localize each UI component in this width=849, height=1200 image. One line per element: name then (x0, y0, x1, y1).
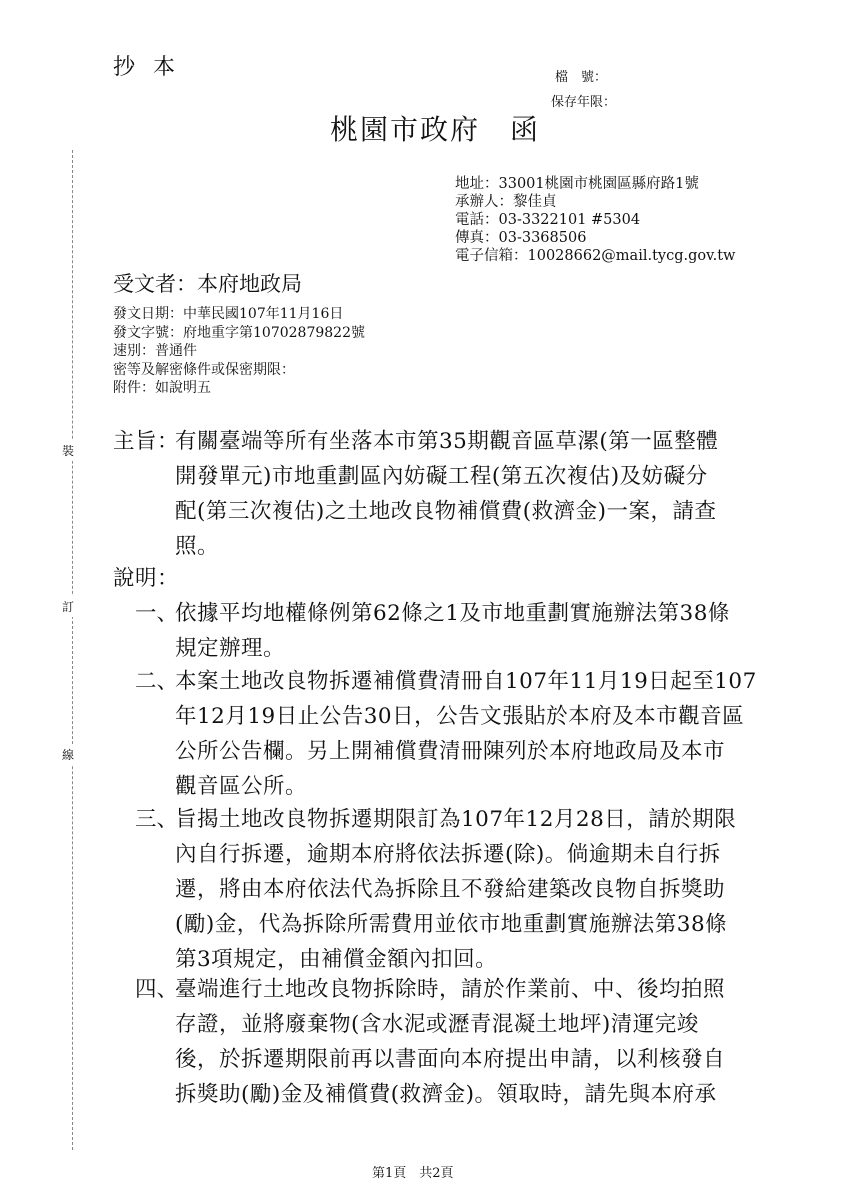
subject-text (175, 424, 773, 564)
item-marker-1: 一、 (135, 601, 179, 626)
binding-mark-top: 裝 (62, 440, 74, 461)
attachment-note: 附件：如說明五 (113, 380, 211, 396)
item-line: 本案土地改良物拆遷補償費清冊自107年11月19日起至107 (175, 669, 757, 694)
item-line: 內自行拆遷，逾期本府將依法拆遷(除)。倘逾期未自行拆 (175, 842, 721, 867)
item-marker-4: 四、 (135, 977, 179, 1002)
item-line: 第3項規定，由補償金額內扣回。 (175, 947, 498, 972)
item-line: 規定辦理。 (175, 636, 286, 661)
subject-line: 開發單元)市地重劃區內妨礙工程(第五次複估)及妨礙分 (175, 464, 708, 489)
item-line: 遷，將由本府依法代為拆除且不發給建築改良物自拆獎助 (175, 877, 726, 902)
item-marker-2: 二、 (135, 669, 179, 694)
secrecy-level: 密等及解密條件或保密期限： (113, 361, 295, 378)
contact-fax: 傳真：03-3368506 (455, 230, 587, 246)
contact-email: 電子信箱：10028662@mail.tycg.gov.tw (455, 248, 736, 264)
document-number: 發文字號：府地重字第10702879822號 (113, 324, 365, 341)
subject-line: 有關臺端等所有坐落本市第35期觀音區草漯(第一區整體 (175, 429, 719, 454)
item-line: 存證，並將廢棄物(含水泥或瀝青混凝土地坪)清運完竣 (175, 1012, 699, 1037)
contact-address: 地址：33001桃園市桃園區縣府路1號 (455, 176, 699, 192)
item-line: 公所公告欄。另上開補償費清冊陳列於本府地政局及本市 (175, 739, 726, 764)
retention-period-label: 保存年限： (551, 95, 617, 110)
explanation-item-4 (175, 972, 773, 1112)
document-title: 桃園市政府 函 (330, 113, 541, 146)
document-meta (113, 305, 365, 398)
item-line: 觀音區公所。 (175, 774, 308, 799)
binding-mark-bottom: 線 (62, 744, 74, 765)
item-line: 依據平均地權條例第62條之1及市地重劃實施辦法第38條 (175, 601, 730, 626)
item-line: 拆獎助(勵)金及補償費(救濟金)。領取時，請先與本府承 (175, 1082, 717, 1107)
delivery-speed: 速別：普通件 (113, 343, 197, 359)
issue-date: 發文日期：中華民國107年11月16日 (113, 306, 344, 322)
binding-mark-middle: 訂 (62, 596, 74, 617)
page-number: 第1頁 共2頁 (372, 1166, 454, 1181)
subject-line: 照。 (175, 534, 220, 559)
contact-block (455, 175, 735, 265)
item-line: (勵)金，代為拆除所需費用並依市地重劃實施辦法第38條 (175, 912, 728, 937)
explanation-item-2 (175, 664, 773, 804)
copy-mark: 抄本 (113, 55, 194, 80)
explanation-item-3 (175, 802, 773, 977)
file-number-label: 檔 號： (555, 70, 608, 85)
explanation-item-1 (175, 596, 773, 666)
contact-handler: 承辦人：黎佳貞 (455, 194, 557, 210)
recipient: 受文者：本府地政局 (113, 272, 302, 296)
item-line: 年12月19日止公告30日，公告文張貼於本府及本市觀音區 (175, 704, 745, 729)
binding-line (72, 150, 73, 1150)
explanation-label: 說明： (113, 566, 180, 591)
subject-line: 配(第三次複估)之土地改良物補償費(救濟金)一案，請查 (175, 499, 717, 524)
item-marker-3: 三、 (135, 807, 179, 832)
item-line: 旨揭土地改良物拆遷期限訂為107年12月28日，請於期限 (175, 807, 737, 832)
item-line: 臺端進行土地改良物拆除時，請於作業前、中、後均拍照 (175, 977, 726, 1002)
contact-phone: 電話：03-3322101 #5304 (455, 212, 641, 228)
item-line: 後，於拆遷期限前再以書面向本府提出申請，以利核發自 (175, 1047, 726, 1072)
subject-label: 主旨： (113, 429, 180, 454)
